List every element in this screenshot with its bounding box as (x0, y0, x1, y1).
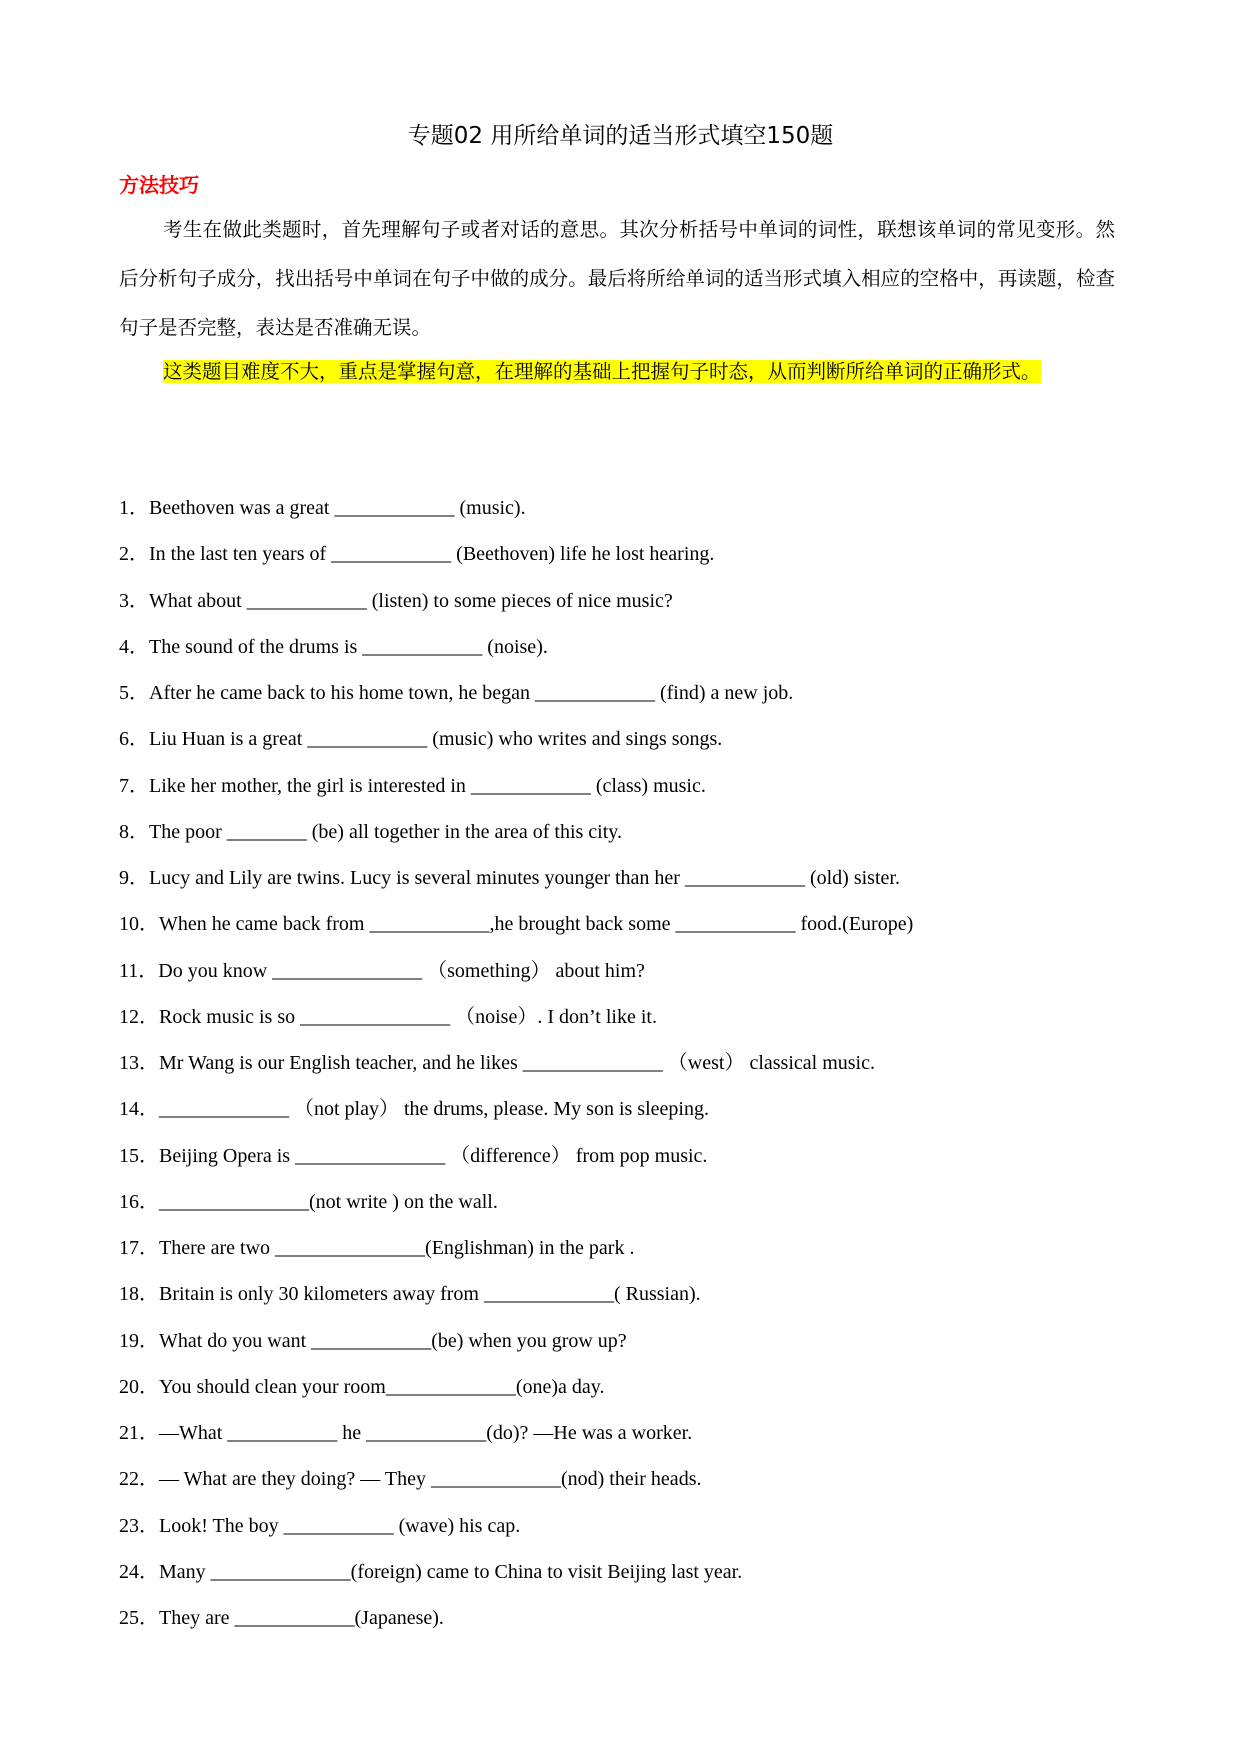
question-item: 9．Lucy and Lily are twins. Lucy is several minutes younger than her ____________ (old) sister. (119, 867, 900, 889)
question-item: 18．Britain is only 30 kilometers away from _____________( Russian). (119, 1283, 701, 1306)
section-heading-methods: 方法技巧 (119, 173, 199, 197)
question-item: 4．The sound of the drums is ____________ (noise). (119, 635, 548, 658)
intro-paragraph: 考生在做此类题时，首先理解句子或者对话的意思。其次分析括号中单词的词性，联想该单词的常见变形。然后分析句子成分，找出括号中单词在句子中做的成分。最后将所给单词的适当形式填入相应的空格中，再读题，检查句子是否完整，表达是否准确无误。 (119, 218, 1115, 339)
question-item: 8．The poor ________ (be) all together in the area of this city. (119, 820, 622, 843)
question-item: 10．When he came back from ____________,he brought back some ____________ food.(Europe) (119, 913, 914, 936)
question-item: 13．Mr Wang is our English teacher, and he likes ______________ （west） classical music. (119, 1052, 875, 1074)
question-item: 5．After he came back to his home town, he began ____________ (find) a new job. (119, 682, 794, 704)
page-title: 专题02 用所给单词的适当形式填空150题 (407, 123, 834, 149)
question-item: 22．— What are they doing? — They _____________(nod) their heads. (119, 1468, 702, 1491)
question-item: 7．Like her mother, the girl is interested in ____________ (class) music. (119, 774, 706, 797)
question-item: 17．There are two _______________(Englishman) in the park . (119, 1237, 635, 1259)
question-list (119, 493, 1119, 1649)
question-item: 20．You should clean your room_____________(one)a day. (119, 1375, 605, 1398)
question-item: 14．_____________ （not play） the drums, please. My son is sleeping. (119, 1098, 709, 1121)
question-item: 2．In the last ten years of ____________ (Beethoven) life he lost hearing. (119, 543, 715, 566)
question-item: 12．Rock music is so _______________ （noise）. I don’t like it. (119, 1005, 657, 1028)
question-item: 19．What do you want ____________(be) when you grow up? (119, 1329, 627, 1352)
question-item: 11．Do you know _______________ （something） about him? (119, 959, 645, 982)
key-point-paragraph (119, 347, 1115, 396)
question-item: 15．Beijing Opera is _______________ （difference） from pop music. (119, 1144, 708, 1167)
question-item: 21．—What ___________ he ____________(do)? —He was a worker. (119, 1422, 693, 1444)
question-item: 16．_______________(not write ) on the wall. (119, 1190, 498, 1213)
question-item: 25．They are ____________(Japanese). (119, 1607, 444, 1629)
question-item: 24．Many ______________(foreign) came to China to visit Beijing last year. (119, 1560, 743, 1583)
question-item: 23．Look! The boy ___________ (wave) his cap. (119, 1514, 521, 1537)
question-item: 6．Liu Huan is a great ____________ (music) who writes and sings songs. (119, 728, 723, 751)
question-item: 1．Beethoven was a great ____________ (music). (119, 497, 526, 519)
question-item: 3．What about ____________ (listen) to some pieces of nice music? (119, 589, 673, 612)
highlighted-key-point: 这类题目难度不大，重点是掌握句意，在理解的基础上把握句子时态，从而判断所给单词的正确形式。 (163, 360, 1041, 383)
